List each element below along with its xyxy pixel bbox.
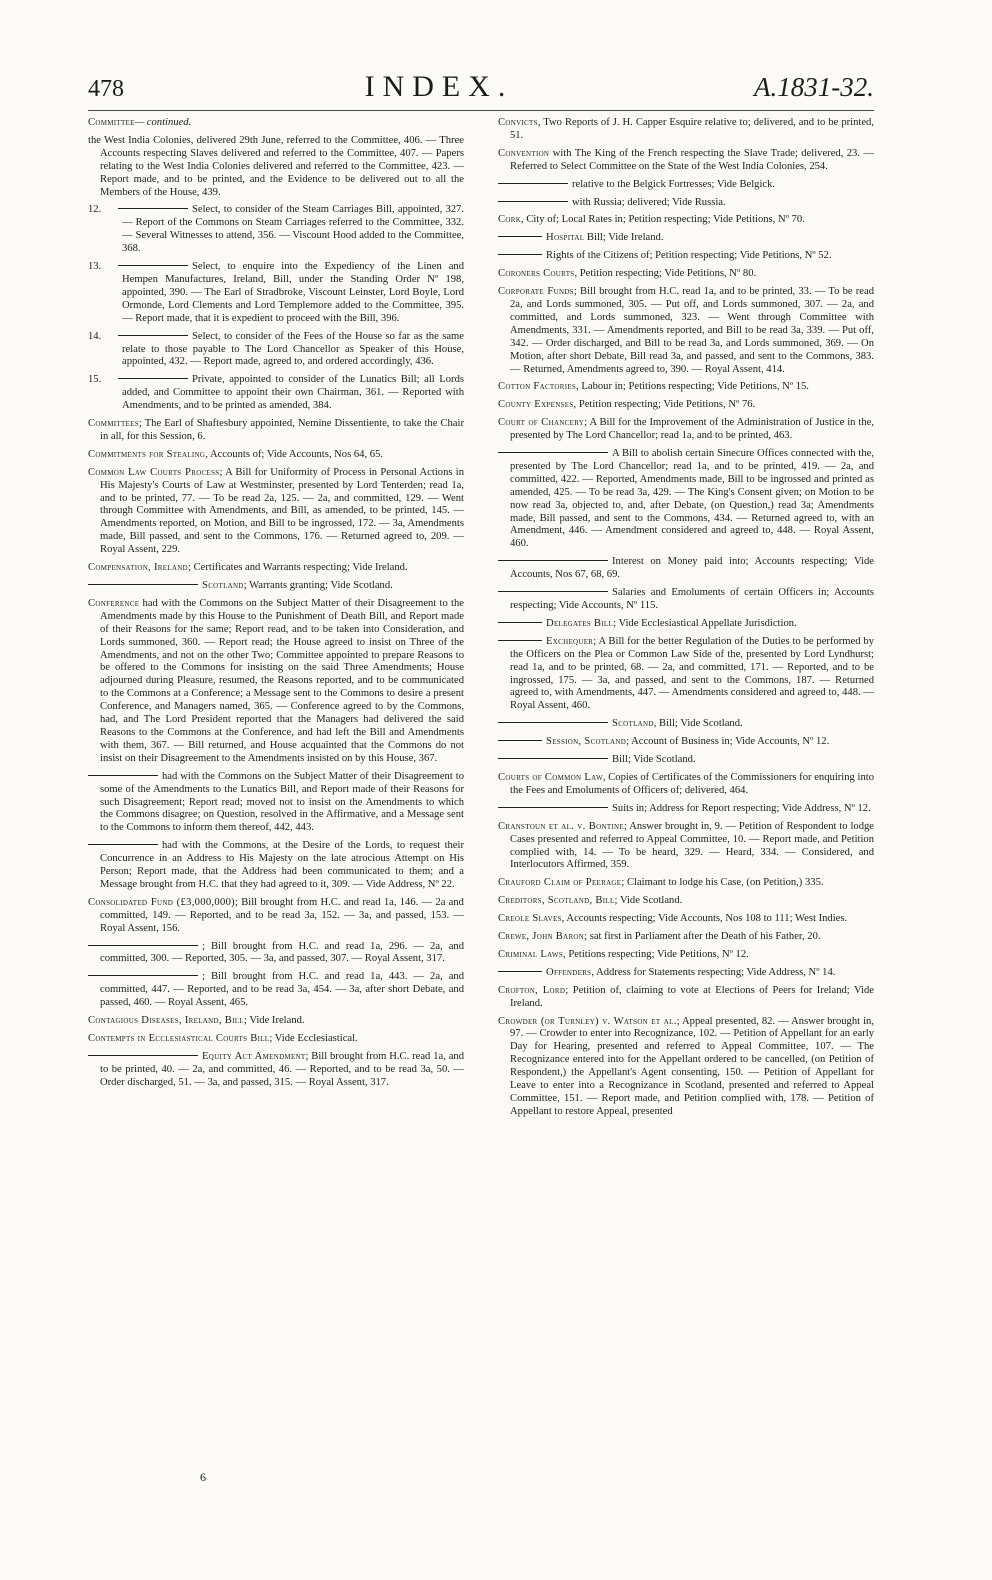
entry-text: ; Certificates and Warrants respecting; Vide Ireland.: [187, 562, 408, 574]
entry-heading: Crauford Claim of Peerage: [498, 877, 622, 889]
index-entry: [498, 286, 874, 376]
entry-text: ; Petition of, claiming to vote at Elections of Peers for Ireland; Vide Ireland.: [510, 984, 875, 1009]
entry-text: ; Bill brought from H.C. and read 1a, 146. — 2a and committed, 149. — Reported, and to be read 3a, 152. — 3a, and passed, 153. — Royal Assent, 156.: [100, 896, 464, 934]
entry-heading: Criminal Laws: [498, 948, 564, 960]
entry-heading: Committees: [88, 418, 139, 430]
index-entry: [498, 399, 874, 412]
ditto-rule: [498, 758, 608, 759]
entry-heading: Scotland: [612, 718, 654, 730]
entry-text: Rights of the Citizens of; Petition respecting; Vide Petitions, Nº 52.: [546, 250, 832, 262]
entry-heading: Commitments for Stealing: [88, 448, 206, 460]
entry-heading: Crowder (or Turnley) v. Watson et al.: [498, 1015, 677, 1027]
entry-text: ; sat first in Parliament after the Death of his Father, 20.: [584, 931, 821, 943]
entry-heading: Compensation, Ireland: [88, 562, 188, 574]
entry-text: ; A Bill for the Improvement of the Administration of Justice in the, presented by The Lord Chancellor; read 1a, and to be printed, 463.: [510, 417, 874, 442]
index-entry: [88, 897, 464, 936]
ditto-rule: [88, 975, 198, 976]
entry-text: , Petition respecting; Vide Petitions, Nº 80.: [574, 268, 757, 280]
index-entry: [88, 418, 464, 444]
ditto-rule: [498, 236, 542, 237]
entry-heading: Creole Slaves: [498, 913, 562, 925]
ditto-rule: [498, 807, 608, 808]
entry-heading: Cranstoun et al. v. Bontine: [498, 820, 624, 832]
ditto-rule: [118, 265, 188, 266]
index-entry: [88, 771, 464, 836]
entry-text: , Address for Statements respecting; Vide Address, Nº 14.: [591, 966, 836, 978]
entry-text: , Bill; Vide Scotland.: [653, 718, 743, 730]
entry-text: ; Bill brought from H.C. read 1a, and to be printed, 33. — To be read 2a, and Lords summoned, 305. — Put off, and Lords summoned, 307. — 2a, and committed, and Lords summoned, 323. — Went through Committee with Amendments, 331. — Amendments reported, and Bill to be read 3a, 339. — Put off, 342. — Order discharged, and Bill to be read 3a, and Lords summoned, 369. — On Motion, after short Debate, Bill read 3a, and passed, and sent to the Commons, 383. — Returned, Amendments agreed to, 390. — Royal Assent, 414.: [510, 286, 874, 375]
entry-text: ; Vide Ecclesiastical.: [269, 1033, 358, 1044]
entry-heading: Scotland: [202, 580, 244, 591]
entry-number: 12.: [88, 204, 102, 216]
ditto-rule: [498, 560, 608, 561]
index-entry: [498, 618, 874, 631]
index-entry: [498, 197, 874, 210]
entry-heading: Convention: [498, 147, 550, 159]
entry-heading: Contempts in Ecclesiastical Courts Bill: [88, 1033, 270, 1044]
page-header: [88, 70, 874, 111]
index-entry: [498, 949, 874, 962]
entry-text: Salaries and Emoluments of certain Officers in; Accounts respecting; Vide Accounts, Nº 115.: [510, 587, 874, 611]
entry-text: , Petitions respecting; Vide Petitions, Nº 12.: [563, 948, 749, 960]
ditto-rule: [498, 622, 542, 623]
index-entry: [88, 580, 464, 593]
ditto-rule: [118, 378, 188, 379]
signature-mark: 6: [200, 1470, 206, 1484]
index-entry: [498, 587, 874, 613]
entry-heading: Convicts: [498, 117, 538, 128]
index-entry: [498, 232, 874, 245]
entry-heading: Equity Act Amendment: [202, 1050, 306, 1062]
entry-text: ; A Bill for the better Regulation of the Duties to be performed by the Officers on the Plea or Common Law Side of the, presented by Lord Lyndhurst; read 1a, and to be printed, 68. — 2a, and committed, 171. — Reported, and to be ingrossed, 175. — 3a, and passed, and sent to the Commons, 187. — Returned agreed to, with Amendments, 447. — Amendments considered and agreed to, 448. — Royal Assent, 460.: [510, 635, 874, 712]
index-entry: [88, 562, 464, 575]
index-entry: [88, 941, 464, 967]
index-entry: [498, 803, 874, 816]
index-entry: [498, 985, 874, 1011]
ditto-rule: [498, 971, 542, 972]
index-entry: [498, 448, 874, 551]
entry-text: ; Bill brought from H.C. and read 1a, 443. — 2a, and committed, 447. — Reported, and to be read 3a, 454. — 3a, after short Debate, and passed, 460. — Royal Assent, 465.: [100, 971, 464, 1009]
entry-heading: Common Law Courts Process: [88, 466, 220, 478]
entry-text: , Copies of Certificates of the Commissioners for enquiring into the Fees and Emoluments of Officers of; delivered, 464.: [510, 771, 874, 796]
index-entry: [498, 877, 874, 890]
index-entry: [498, 967, 874, 980]
index-entry: [498, 117, 874, 143]
entry-heading: Exchequer: [546, 635, 594, 647]
index-entry: [88, 840, 464, 892]
ditto-rule: [88, 945, 198, 946]
ditto-rule: [88, 844, 158, 845]
index-entry: [88, 1033, 464, 1046]
entry-text: with The King of the French respecting the Slave Trade; delivered, 23. — Referred to Select Committee on the State of the West India Colonies, 254.: [510, 147, 874, 172]
entry-heading: Offenders: [546, 966, 592, 978]
ditto-rule: [498, 740, 542, 741]
index-entry: [498, 931, 874, 944]
entry-text: Select, to consider of the Steam Carriages Bill, appointed, 327. — Report of the Commons on Steam Carriages referred to the Committee, 332. — Several Witnesses to attend, 356. — Viscount Hood added to the Committee, 368.: [122, 204, 464, 255]
entry-heading: Conference: [88, 597, 140, 609]
entry-text: ; Vide Ecclesiastical Appellate Jurisdiction.: [613, 617, 797, 629]
entry-text: ; Bill brought from H.C. read 1a, and to be printed, 40. — 2a, and committed, 46. — Reported, and to be read 3a, 50. — Order discharged, 51. — 3a, and passed, 315. — Royal Assent, 317.: [100, 1050, 464, 1088]
index-entry: [88, 135, 464, 200]
page-year: A.1831-32.: [754, 72, 874, 102]
entry-text: ; Bill brought from H.C. and read 1a, 296. — 2a, and committed, 300. — Reported, 305. — 3a, and passed, 307. — Royal Assent, 317.: [100, 940, 464, 965]
entry-text: Suits in; Address for Report respecting; Vide Address, Nº 12.: [612, 802, 871, 814]
entry-text: Private, appointed to consider of the Lunatics Bill; all Lords added, and Committee to appoint their own Chairman, 361. — Reported with Amendments, and to be printed as amended, 384.: [122, 374, 464, 412]
ditto-rule: [88, 584, 198, 585]
entry-heading: Crofton, Lord: [498, 984, 566, 996]
entry-text: ; Answer brought in, 9. — Petition of Respondent to lodge Cases presented and referred to Appeal Committee, 10. — Report made, and Petition complied with, 14. — To be heard, 329. — Heard, 334. — Considered, and Interlocutors Affirmed, 359.: [510, 820, 874, 871]
entry-text: , Petition respecting; Vide Petitions, Nº 76.: [573, 399, 756, 411]
entry-text: ; Account of Business in; Vide Accounts, Nº 12.: [626, 736, 830, 748]
entry-text: had with the Commons, at the Desire of the Lords, to request their Concurrence in an Address to His Majesty on the late atrocious Attempt on His Person; Report made, that the Address had been communicated to them; and a Message brought from H.C. that they had agreed to it, 309. — Vide Address, Nº 22.: [100, 840, 464, 890]
index-entry: [498, 556, 874, 582]
entry-text: relative to the Belgick Fortresses; Vide Belgick.: [572, 178, 776, 190]
entry-text: ; Appeal presented, 82. — Answer brought in, 97. — Crowder to enter into Recognizance, 102. — Petition of Appellant for an early Day for Hearing, presented and referred to Appeal Committee, 107. — The Recognizance entered into for the Appellant ordered to be cancelled, (on Petition of Respondent,) the Appellant's Agent consenting, 150. — Petition of Appellant for Leave to enter into a Recognizance in Scotland, presented and referred to Appeal Committee, 151. — Report made, and Petition complied with, 178. — Petition of Appellant to restore Appeal, presented: [510, 1015, 874, 1117]
index-entry: [498, 736, 874, 749]
index-entry: [88, 971, 464, 1010]
index-entry: [88, 1015, 464, 1028]
continued-label: — continued.: [134, 117, 192, 128]
index-columns: [88, 117, 874, 1124]
entry-text: A Bill to abolish certain Sinecure Offices connected with the, presented by The Lord Chancellor; read 1a, and to be printed, 419. — 2a, and committed, 422. — Reported, Amendments made, Bill to be ingrossed and printed as amended, 425. — To be read 3a, 429. — The King's Consent given; on Motion to be now read 3a, objected to, and, after Debate, (on Question,) read 3a; Amendments made, Bill passed, and sent to the Commons, 434. — Returned agreed to, with an Amendment, 446. — Amendment considered and agreed to, 448. — Royal Assent, 460.: [510, 448, 874, 550]
entry-number: 14.: [88, 330, 102, 342]
ditto-rule: [498, 183, 568, 184]
entry-heading: Hospital: [546, 232, 585, 244]
index-entry: [498, 895, 874, 908]
ditto-rule: [88, 1055, 198, 1056]
entry-text: Bill; Vide Scotland.: [612, 754, 696, 766]
index-entry: [498, 250, 874, 263]
entry-text: ; Warrants granting; Vide Scotland.: [243, 580, 393, 591]
index-entry: [498, 1016, 874, 1119]
left-column: [88, 117, 464, 1124]
entry-text: ; A Bill for Uniformity of Process in Personal Actions in His Majesty's Courts of Law at Westminster, presented by Lord Tenterden; read 1a, and to be printed, 77. — To be read 2a, 125. — 2a, and committed, 129. — Went through Committee with Amendments, and Bill, as amended, to be printed, 145. — Amendments reported, on Motion, and Bill to be ingrossed, 172. — 3a, Amendments made, Bill passed, and sent to the Commons, 176. — Returned agreed to, 209. — Royal Assent, 229.: [100, 466, 464, 556]
ditto-rule: [118, 335, 188, 336]
ditto-rule: [498, 722, 608, 723]
entry-text: ; Vide Scotland.: [614, 895, 683, 907]
entry-heading: Creditors, Scotland, Bill: [498, 895, 615, 907]
entry-text: , Two Reports of J. H. Capper Esquire relative to; delivered, and to be printed, 51.: [510, 117, 874, 141]
index-entry: [498, 772, 874, 798]
ditto-rule: [498, 254, 542, 255]
entry-heading: Crewe, John Baron: [498, 931, 585, 943]
entry-heading: County Expenses: [498, 399, 574, 411]
index-entry: [498, 718, 874, 731]
entry-heading: Session, Scotland: [546, 736, 627, 748]
ditto-rule: [118, 208, 188, 209]
entry-text: had with the Commons on the Subject Matter of their Disagreement to the Amendments made by this House to the Punishment of Death Bill, and Report made of their Reasons for the same; Report read, and to be taken into Consideration, and Lords summoned, 360. — Report read; the House agreed to insist on Three of the Amendments, and not on the other Two; Committee appointed to prepare Reasons to be offered to the Commons for insisting on the said Three Amendments; House adjourned during Pleasure, resumed, the Reasons reported, and to be communicated to the Commons at a Conference; a Message sent to the Commons to desire a present Conference, and Managers named, 365. — Conference agreed to by the Commons, had, and The Lord President reported that the Managers had delivered the said Reasons to the Commons at the Conference, and had left the Bill and Amendments with them, 367. — Bill returned, and House acquainted that the Commons do not insist on their Disagreement to the Amendments insisted on by this House, 367.: [100, 597, 464, 764]
entry-heading: Corporate Funds: [498, 286, 574, 298]
entry-number: 13.: [88, 261, 102, 273]
entry-heading: Cotton Factories: [498, 381, 577, 393]
entry-text: Interest on Money paid into; Accounts respecting; Vide Accounts, Nos 67, 68, 69.: [510, 556, 874, 581]
ditto-rule: [498, 452, 608, 453]
entry-heading: Cork: [498, 214, 522, 226]
entry-text: , Accounts of; Vide Accounts, Nos 64, 65.: [205, 448, 384, 460]
right-column: [498, 117, 874, 1124]
entry-text: ; The Earl of Shaftesbury appointed, Nemine Dissentiente, to take the Chair in all, for this Session, 6.: [100, 418, 464, 442]
entry-text: , Accounts respecting; Vide Accounts, Nos 108 to 111; West Indies.: [561, 913, 848, 925]
page-title: INDEX.: [364, 70, 514, 103]
page-number: 478: [88, 76, 124, 102]
entry-text: had with the Commons on the Subject Matter of their Disagreement to some of the Amendments to the Lunatics Bill, and Report made of their Reasons for such Disagreement; Report read; moved not to insist on the Amendments to which the Commons disagree; on Question, resolved in the Affirmative, and a Message sent to the Commons to inform them thereof, 442, 443.: [100, 770, 464, 834]
index-entry: [88, 598, 464, 766]
entry-text: the West India Colonies, delivered 29th June, referred to the Committee, 406. — Three Accounts respecting Slaves delivered and referred to the Committee, 407. — Papers relating to the West India Colonies delivered and referred to the Committee, 423. — Report made, and to be printed, and the Evidence to be delivered out to all the Members of the House, 439.: [88, 134, 464, 198]
index-entry: [88, 261, 464, 326]
entry-heading: Coroners Courts: [498, 268, 575, 280]
entry-heading: Committee: [88, 117, 135, 128]
entry-text: Select, to enquire into the Expediency of the Linen and Hempen Manufactures, Ireland, Bill, under the Standing Order Nº 198, appointed, 390. — The Earl of Stradbroke, Viscount Leinster, Lord Boyle, Lord Ormonde, Lord Clements and Lord Templemore added to the Committee, 395. — Report made, that it is expedient to proceed with the Bill, 396.: [122, 261, 464, 324]
ditto-rule: [498, 591, 608, 592]
index-entry: [498, 913, 874, 926]
entry-number: 15.: [88, 374, 102, 386]
index-entry: [88, 204, 464, 256]
entry-text: Select, to consider of the Fees of the House so far as the same relate to those payable to The Lord Chancellor as Speaker of this House, appointed, 432. — Report made, agreed to, and ordered accordingly, 436.: [122, 330, 464, 368]
entry-heading: Consolidated Fund (£3,000,000): [88, 896, 235, 908]
index-entry: [88, 331, 464, 370]
index-entry: [498, 268, 874, 281]
index-entry: [498, 214, 874, 227]
entry-text: , City of; Local Rates in; Petition respecting; Vide Petitions, Nº 70.: [521, 214, 805, 226]
index-entry: [498, 179, 874, 192]
entry-heading: Contagious Diseases, Ireland, Bill: [88, 1015, 244, 1027]
index-entry: [88, 117, 464, 130]
index-entry: [88, 1051, 464, 1090]
index-entry: [498, 417, 874, 443]
entry-heading: Court of Chancery: [498, 417, 585, 429]
index-entry: [498, 754, 874, 767]
entry-text: ; Vide Ireland.: [243, 1015, 305, 1027]
entry-text: , Labour in; Petitions respecting; Vide Petitions, Nº 15.: [576, 381, 809, 393]
index-entry: [498, 381, 874, 394]
index-entry: [498, 636, 874, 713]
index-entry: [88, 449, 464, 462]
entry-text: with Russia; delivered; Vide Russia.: [572, 196, 726, 208]
entry-heading: Delegates Bill: [546, 617, 614, 629]
ditto-rule: [498, 201, 568, 202]
index-entry: [88, 467, 464, 557]
index-entry: [498, 821, 874, 873]
index-entry: [498, 148, 874, 174]
index-entry: [88, 374, 464, 413]
entry-text: Bill; Vide Ireland.: [584, 232, 664, 244]
entry-heading: Courts of Common Law: [498, 771, 603, 783]
ditto-rule: [498, 640, 542, 641]
ditto-rule: [88, 775, 158, 776]
entry-text: ; Claimant to lodge his Case, (on Petition,) 335.: [621, 877, 824, 889]
